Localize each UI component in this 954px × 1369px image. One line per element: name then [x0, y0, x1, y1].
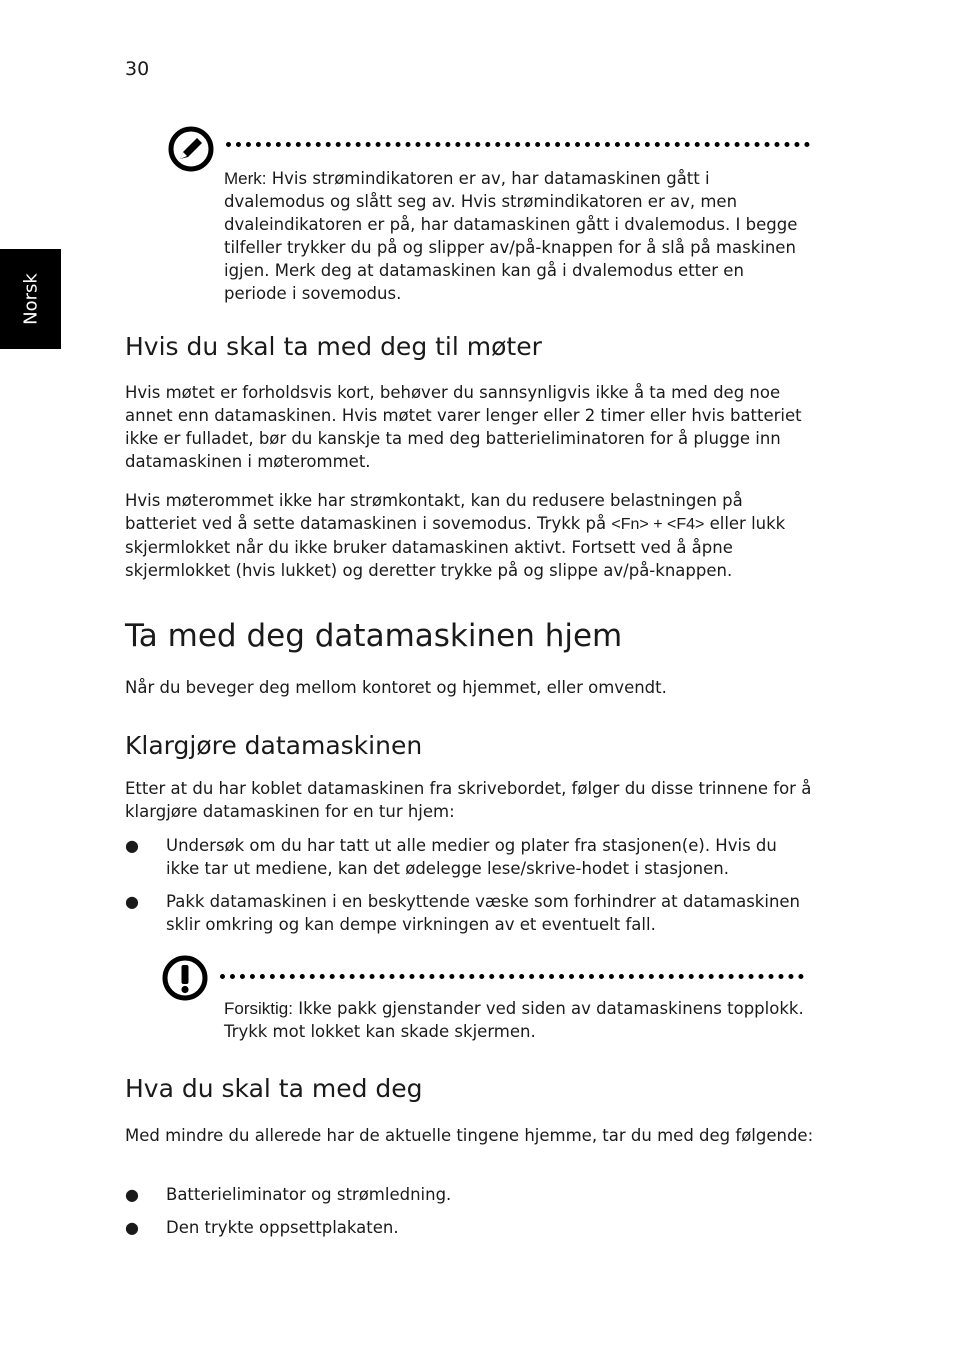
key-combination: <Fn> + <F4> [611, 516, 705, 533]
bullet-dot: ● [125, 1218, 139, 1237]
caution-divider [220, 974, 804, 979]
bullet-dot: ● [125, 836, 139, 855]
caution-label: Forsiktig: [224, 999, 293, 1018]
list-item-text: Pakk datamaskinen i en beskyttende væske som forhindrer at datamaskinen sklir omkring og kan dempe virkningen av et eventuelt fall. [166, 892, 801, 934]
note-body: Hvis strømindikatoren er av, har datamaskinen gått i dvalemodus og slått seg av. Hvis strømindikatoren er av, men dvaleindikatoren er på, har datamaskinen gått i dvalemodus. I begge tilfeller trykker du på og slipper av/på-knappen for å slå på maskinen igjen. Merk deg at datamaskinen kan gå i dvalemodus etter en periode i sovemodus. [224, 169, 798, 303]
language-side-tab [0, 249, 61, 349]
meetings-paragraph-2 [125, 489, 815, 582]
bullet-dot: ● [125, 1185, 139, 1204]
prepare-intro: Etter at du har koblet datamaskinen fra skrivebordet, følger du disse trinnene for å klargjøre datamaskinen for en tur hjem: [125, 779, 812, 821]
take-home-intro: Når du beveger deg mellom kontoret og hjemmet, eller omvendt. [125, 678, 667, 697]
list-item-text: Den trykte oppsettplakaten. [166, 1218, 399, 1237]
meetings-paragraph-1: Hvis møtet er forholdsvis kort, behøver du sannsynligvis ikke å ta med deg noe annet enn datamaskinen. Hvis møtet varer lenger eller 2 timer eller hvis batteriet ikke er fulladet, bør du kanskje ta med deg batterieliminatoren for å plugge inn datamaskinen i møterommet. [125, 383, 802, 471]
heading-prepare: Klargjøre datamaskinen [125, 731, 423, 760]
list-item-text: Batterieliminator og strømledning. [166, 1185, 452, 1204]
note-label: Merk: [224, 169, 267, 188]
heading-what-to-bring: Hva du skal ta med deg [125, 1074, 423, 1103]
note-pen-icon [168, 126, 214, 172]
heading-take-home: Ta med deg datamaskinen hjem [125, 618, 623, 654]
list-item-text: Undersøk om du har tatt ut alle medier og plater fra stasjonen(e). Hvis du ikke tar ut mediene, kan det ødelegge lese/skrive-hodet i stasjonen. [166, 836, 777, 878]
caution-body: Ikke pakk gjenstander ved siden av datamaskinens topplokk. Trykk mot lokket kan skade skjermen. [224, 999, 804, 1041]
caution-exclamation-icon [162, 955, 208, 1001]
meetings-p2-after: eller lukk skjermlokket når du ikke bruker datamaskinen aktivt. Fortsett ved å åpne skjermlokket (hvis lukket) og deretter trykke på og slippe av/på-knappen. [125, 514, 786, 580]
meetings-p2-before: Hvis møterommet ikke har strømkontakt, kan du redusere belastningen på batteriet ved å sette datamaskinen i sovemodus. Trykk på [125, 491, 743, 533]
page-number: 30 [125, 58, 150, 80]
caution-text-block [224, 997, 809, 1043]
heading-meetings: Hvis du skal ta med deg til møter [125, 332, 542, 361]
note-text-block [224, 167, 809, 305]
bring-intro: Med mindre du allerede har de aktuelle tingene hjemme, tar du med deg følgende: [125, 1126, 814, 1145]
bullet-dot: ● [125, 892, 139, 911]
note-divider [226, 142, 810, 147]
language-tab-label: Norsk [20, 273, 41, 325]
